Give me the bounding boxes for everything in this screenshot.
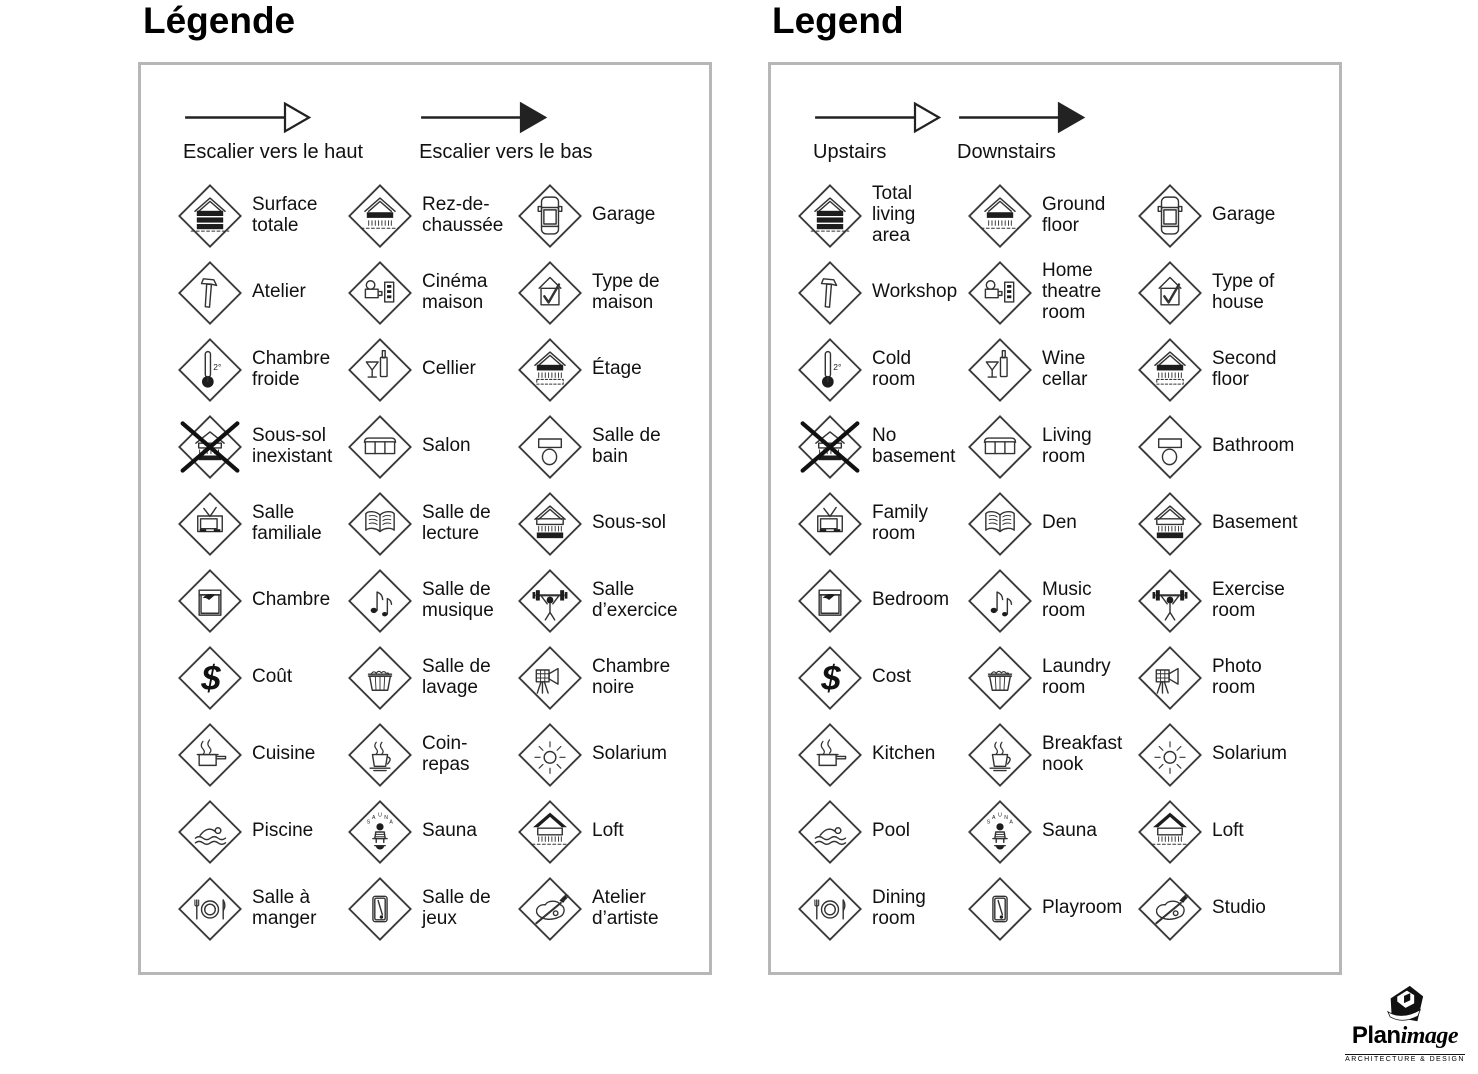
stairs-up-arrow-icon	[813, 99, 943, 136]
legend-item-bedroom	[797, 568, 967, 634]
legend-item-label: Salle à manger	[252, 886, 317, 929]
legend-item-dining-room	[177, 876, 347, 942]
stairs-down-arrow-icon	[957, 99, 1087, 136]
svg-text:2°: 2°	[213, 361, 222, 372]
legend-item-sauna	[967, 799, 1137, 865]
family-room-icon	[177, 491, 243, 557]
legend-item-kitchen	[797, 722, 967, 788]
legend-item-workshop	[797, 260, 967, 326]
svg-text:2°: 2°	[833, 361, 842, 372]
legend-item-label: Salle de lecture	[422, 501, 491, 544]
no-basement-icon	[177, 414, 243, 480]
legend-item-basement	[1137, 491, 1331, 557]
legend-item-workshop	[177, 260, 347, 326]
photo-room-icon	[1137, 645, 1203, 711]
legend-item-total-living-area	[797, 183, 967, 249]
total-living-area-icon	[177, 183, 243, 249]
logo-tagline: ARCHITECTURE & DESIGN	[1345, 1054, 1465, 1064]
svg-text:$: $	[821, 658, 841, 698]
legend-item-label: Chambre noire	[592, 655, 671, 698]
cost-icon	[797, 645, 863, 711]
legend-item-label: Solarium	[592, 743, 667, 765]
legend-item-label: Salle de musique	[422, 578, 494, 621]
workshop-icon	[177, 260, 243, 326]
stairs-up-legend	[813, 99, 943, 164]
legend-item-type-of-house	[517, 260, 701, 326]
svg-text:$: $	[201, 658, 221, 698]
bathroom-icon	[1137, 414, 1203, 480]
legend-panel-en	[768, 62, 1342, 975]
legend-item-music-room	[347, 568, 517, 634]
legend-item-label: Home theatre room	[1042, 260, 1102, 323]
svg-text:A: A	[991, 814, 996, 821]
sauna-icon	[967, 799, 1033, 865]
legend-item-basement	[517, 491, 701, 557]
stairs-up-label: Escalier vers le haut	[183, 141, 364, 163]
legend-item-label: Atelier d’artiste	[592, 886, 659, 929]
dining-room-icon	[177, 876, 243, 942]
legend-item-label: Basement	[1212, 512, 1298, 534]
legend-item-pool	[177, 799, 347, 865]
legend-item-label: Bathroom	[1212, 435, 1295, 457]
legend-item-label: Cellier	[422, 358, 476, 380]
legend-item-cost	[797, 645, 967, 711]
svg-text:S: S	[366, 819, 371, 826]
legend-item-label: Music room	[1042, 578, 1092, 621]
svg-text:A: A	[1009, 819, 1013, 826]
stairs-arrows-fr	[183, 99, 592, 164]
cost-icon	[177, 645, 243, 711]
type-of-house-icon	[1137, 260, 1203, 326]
page-title-fr: Légende	[143, 0, 296, 41]
legend-item-label: Sauna	[422, 820, 477, 842]
legend-item-label: Salon	[422, 435, 471, 457]
legend-item-label: Garage	[592, 204, 656, 226]
legend-item-laundry-room	[967, 645, 1137, 711]
legend-item-label: Cold room	[872, 347, 916, 390]
kitchen-icon	[177, 722, 243, 788]
logo-word-image: image	[1400, 1023, 1459, 1049]
legend-item-label: Cost	[872, 666, 912, 688]
legend-item-family-room	[797, 491, 967, 557]
solarium-icon	[1137, 722, 1203, 788]
legend-item-label: Chambre	[252, 589, 331, 611]
legend-item-wine-cellar	[967, 337, 1137, 403]
legend-item-loft	[1137, 799, 1331, 865]
legend-item-garage	[1137, 183, 1331, 249]
legend-item-label: Studio	[1212, 897, 1266, 919]
legend-item-label: Laundry room	[1042, 655, 1111, 698]
exercise-room-icon	[1137, 568, 1203, 634]
exercise-room-icon	[517, 568, 583, 634]
legend-item-pool	[797, 799, 967, 865]
legend-item-label: Sauna	[1042, 820, 1097, 842]
legend-item-label: Sous-sol inexistant	[252, 424, 333, 467]
legend-item-playroom	[967, 876, 1137, 942]
legend-item-laundry-room	[347, 645, 517, 711]
legend-panel-fr	[138, 62, 712, 975]
legend-item-bathroom	[517, 414, 701, 480]
legend-item-living-room	[347, 414, 517, 480]
wine-cellar-icon	[967, 337, 1033, 403]
legend-item-label: Salle familiale	[252, 501, 322, 544]
legend-item-label: Total living area	[872, 183, 916, 246]
planimage-house-icon	[1376, 984, 1434, 1026]
legend-item-label: Atelier	[252, 281, 306, 303]
legend-item-label: Piscine	[252, 820, 314, 842]
legend-item-label: Pool	[872, 820, 911, 842]
legend-item-exercise-room	[517, 568, 701, 634]
legend-item-label: Salle de jeux	[422, 886, 491, 929]
legend-item-home-theatre	[967, 260, 1137, 326]
legend-item-label: Family room	[872, 501, 928, 544]
laundry-room-icon	[967, 645, 1033, 711]
legend-item-ground-floor	[347, 183, 517, 249]
dining-room-icon	[797, 876, 863, 942]
legend-item-label: Rez-de- chaussée	[422, 193, 504, 236]
legend-item-label: Living room	[1042, 424, 1092, 467]
stairs-up-legend	[183, 99, 363, 164]
legend-item-family-room	[177, 491, 347, 557]
svg-text:A: A	[389, 819, 393, 826]
pool-icon	[177, 799, 243, 865]
legend-item-solarium	[1137, 722, 1331, 788]
cold-room-icon	[177, 337, 243, 403]
legend-item-ground-floor	[967, 183, 1137, 249]
no-basement-icon	[797, 414, 863, 480]
living-room-icon	[347, 414, 413, 480]
stairs-down-legend	[419, 99, 592, 164]
legend-item-label: Cinéma maison	[422, 270, 488, 313]
legend-item-photo-room	[517, 645, 701, 711]
legend-grid-en	[797, 177, 1331, 947]
music-room-icon	[967, 568, 1033, 634]
second-floor-icon	[517, 337, 583, 403]
stairs-down-arrow-icon	[419, 99, 549, 136]
basement-icon	[517, 491, 583, 557]
logo-wordmark	[1334, 1024, 1476, 1048]
legend-item-label: Cuisine	[252, 743, 316, 765]
kitchen-icon	[797, 722, 863, 788]
legend-item-total-living-area	[177, 183, 347, 249]
legend-item-home-theatre	[347, 260, 517, 326]
legend-item-photo-room	[1137, 645, 1331, 711]
legend-item-label: Second floor	[1212, 347, 1277, 390]
legend-item-cost	[177, 645, 347, 711]
stairs-up-arrow-icon	[183, 99, 313, 136]
legend-item-label: Étage	[592, 358, 642, 380]
legend-item-label: Sous-sol	[592, 512, 666, 534]
stairs-arrows-en	[813, 99, 1087, 164]
legend-item-den	[347, 491, 517, 557]
legend-item-playroom	[347, 876, 517, 942]
cold-room-icon	[797, 337, 863, 403]
legend-item-label: Ground floor	[1042, 193, 1106, 236]
loft-icon	[517, 799, 583, 865]
ground-floor-icon	[967, 183, 1033, 249]
legend-item-no-basement	[177, 414, 347, 480]
legend-item-type-of-house	[1137, 260, 1331, 326]
legend-item-music-room	[967, 568, 1137, 634]
svg-text:S: S	[986, 819, 991, 826]
legend-item-label: Chambre froide	[252, 347, 331, 390]
legend-item-label: Solarium	[1212, 743, 1287, 765]
legend-item-label: Salle de bain	[592, 424, 661, 467]
legend-item-label: Loft	[592, 820, 624, 842]
studio-icon	[1137, 876, 1203, 942]
legend-item-cold-room	[177, 337, 347, 403]
living-room-icon	[967, 414, 1033, 480]
legend-item-garage	[517, 183, 701, 249]
basement-icon	[1137, 491, 1203, 557]
legend-item-sauna	[347, 799, 517, 865]
legend-item-label: No basement	[872, 424, 956, 467]
solarium-icon	[517, 722, 583, 788]
legend-item-studio	[1137, 876, 1331, 942]
legend-item-no-basement	[797, 414, 967, 480]
svg-text:U: U	[378, 811, 382, 818]
den-icon	[967, 491, 1033, 557]
legend-item-label: Dining room	[872, 886, 926, 929]
bedroom-icon	[797, 568, 863, 634]
den-icon	[347, 491, 413, 557]
second-floor-icon	[1137, 337, 1203, 403]
legend-item-label: Type of house	[1212, 270, 1275, 313]
sauna-icon	[347, 799, 413, 865]
legend-item-label: Wine cellar	[1042, 347, 1088, 390]
family-room-icon	[797, 491, 863, 557]
stairs-up-label: Upstairs	[813, 141, 887, 163]
stairs-down-legend	[957, 99, 1087, 164]
type-of-house-icon	[517, 260, 583, 326]
legend-item-dining-room	[797, 876, 967, 942]
legend-item-label: Surface totale	[252, 193, 318, 236]
legend-item-label: Den	[1042, 512, 1077, 534]
logo-word-plan: Plan	[1351, 1022, 1401, 1049]
legend-item-label: Playroom	[1042, 897, 1123, 919]
legend-item-label: Garage	[1212, 204, 1276, 226]
loft-icon	[1137, 799, 1203, 865]
legend-item-label: Type de maison	[592, 270, 660, 313]
legend-item-second-floor	[517, 337, 701, 403]
bedroom-icon	[177, 568, 243, 634]
studio-icon	[517, 876, 583, 942]
legend-item-wine-cellar	[347, 337, 517, 403]
garage-icon	[517, 183, 583, 249]
playroom-icon	[347, 876, 413, 942]
photo-room-icon	[517, 645, 583, 711]
legend-item-label: Kitchen	[872, 743, 936, 765]
legend-item-breakfast-nook	[347, 722, 517, 788]
garage-icon	[1137, 183, 1203, 249]
svg-text:U: U	[998, 811, 1002, 818]
legend-item-label: Photo room	[1212, 655, 1262, 698]
legend-item-second-floor	[1137, 337, 1331, 403]
home-theatre-icon	[347, 260, 413, 326]
legend-item-kitchen	[177, 722, 347, 788]
total-living-area-icon	[797, 183, 863, 249]
workshop-icon	[797, 260, 863, 326]
legend-item-label: Bedroom	[872, 589, 950, 611]
legend-item-breakfast-nook	[967, 722, 1137, 788]
svg-text:N: N	[384, 814, 388, 821]
legend-grid-fr	[177, 177, 701, 947]
legend-item-label: Coût	[252, 666, 293, 688]
legend-item-loft	[517, 799, 701, 865]
legend-item-label: Coin- repas	[422, 732, 470, 775]
page-title-en: Legend	[772, 0, 904, 41]
svg-text:N: N	[1004, 814, 1008, 821]
legend-item-label: Exercise room	[1212, 578, 1285, 621]
legend-item-exercise-room	[1137, 568, 1331, 634]
legend-item-label: Salle de lavage	[422, 655, 491, 698]
legend-item-label: Loft	[1212, 820, 1244, 842]
music-room-icon	[347, 568, 413, 634]
legend-item-cold-room	[797, 337, 967, 403]
legend-item-den	[967, 491, 1137, 557]
pool-icon	[797, 799, 863, 865]
stairs-down-label: Downstairs	[957, 141, 1056, 163]
wine-cellar-icon	[347, 337, 413, 403]
breakfast-nook-icon	[347, 722, 413, 788]
bathroom-icon	[517, 414, 583, 480]
breakfast-nook-icon	[967, 722, 1033, 788]
legend-item-solarium	[517, 722, 701, 788]
legend-item-studio	[517, 876, 701, 942]
laundry-room-icon	[347, 645, 413, 711]
legend-item-living-room	[967, 414, 1137, 480]
home-theatre-icon	[967, 260, 1033, 326]
legend-item-label: Salle d’exercice	[592, 578, 678, 621]
svg-text:A: A	[371, 814, 376, 821]
legend-item-bathroom	[1137, 414, 1331, 480]
ground-floor-icon	[347, 183, 413, 249]
legend-item-label: Breakfast nook	[1042, 732, 1123, 775]
playroom-icon	[967, 876, 1033, 942]
legend-item-bedroom	[177, 568, 347, 634]
stairs-down-label: Escalier vers le bas	[419, 141, 593, 163]
legend-item-label: Workshop	[872, 281, 958, 303]
planimage-logo	[1334, 984, 1476, 1066]
